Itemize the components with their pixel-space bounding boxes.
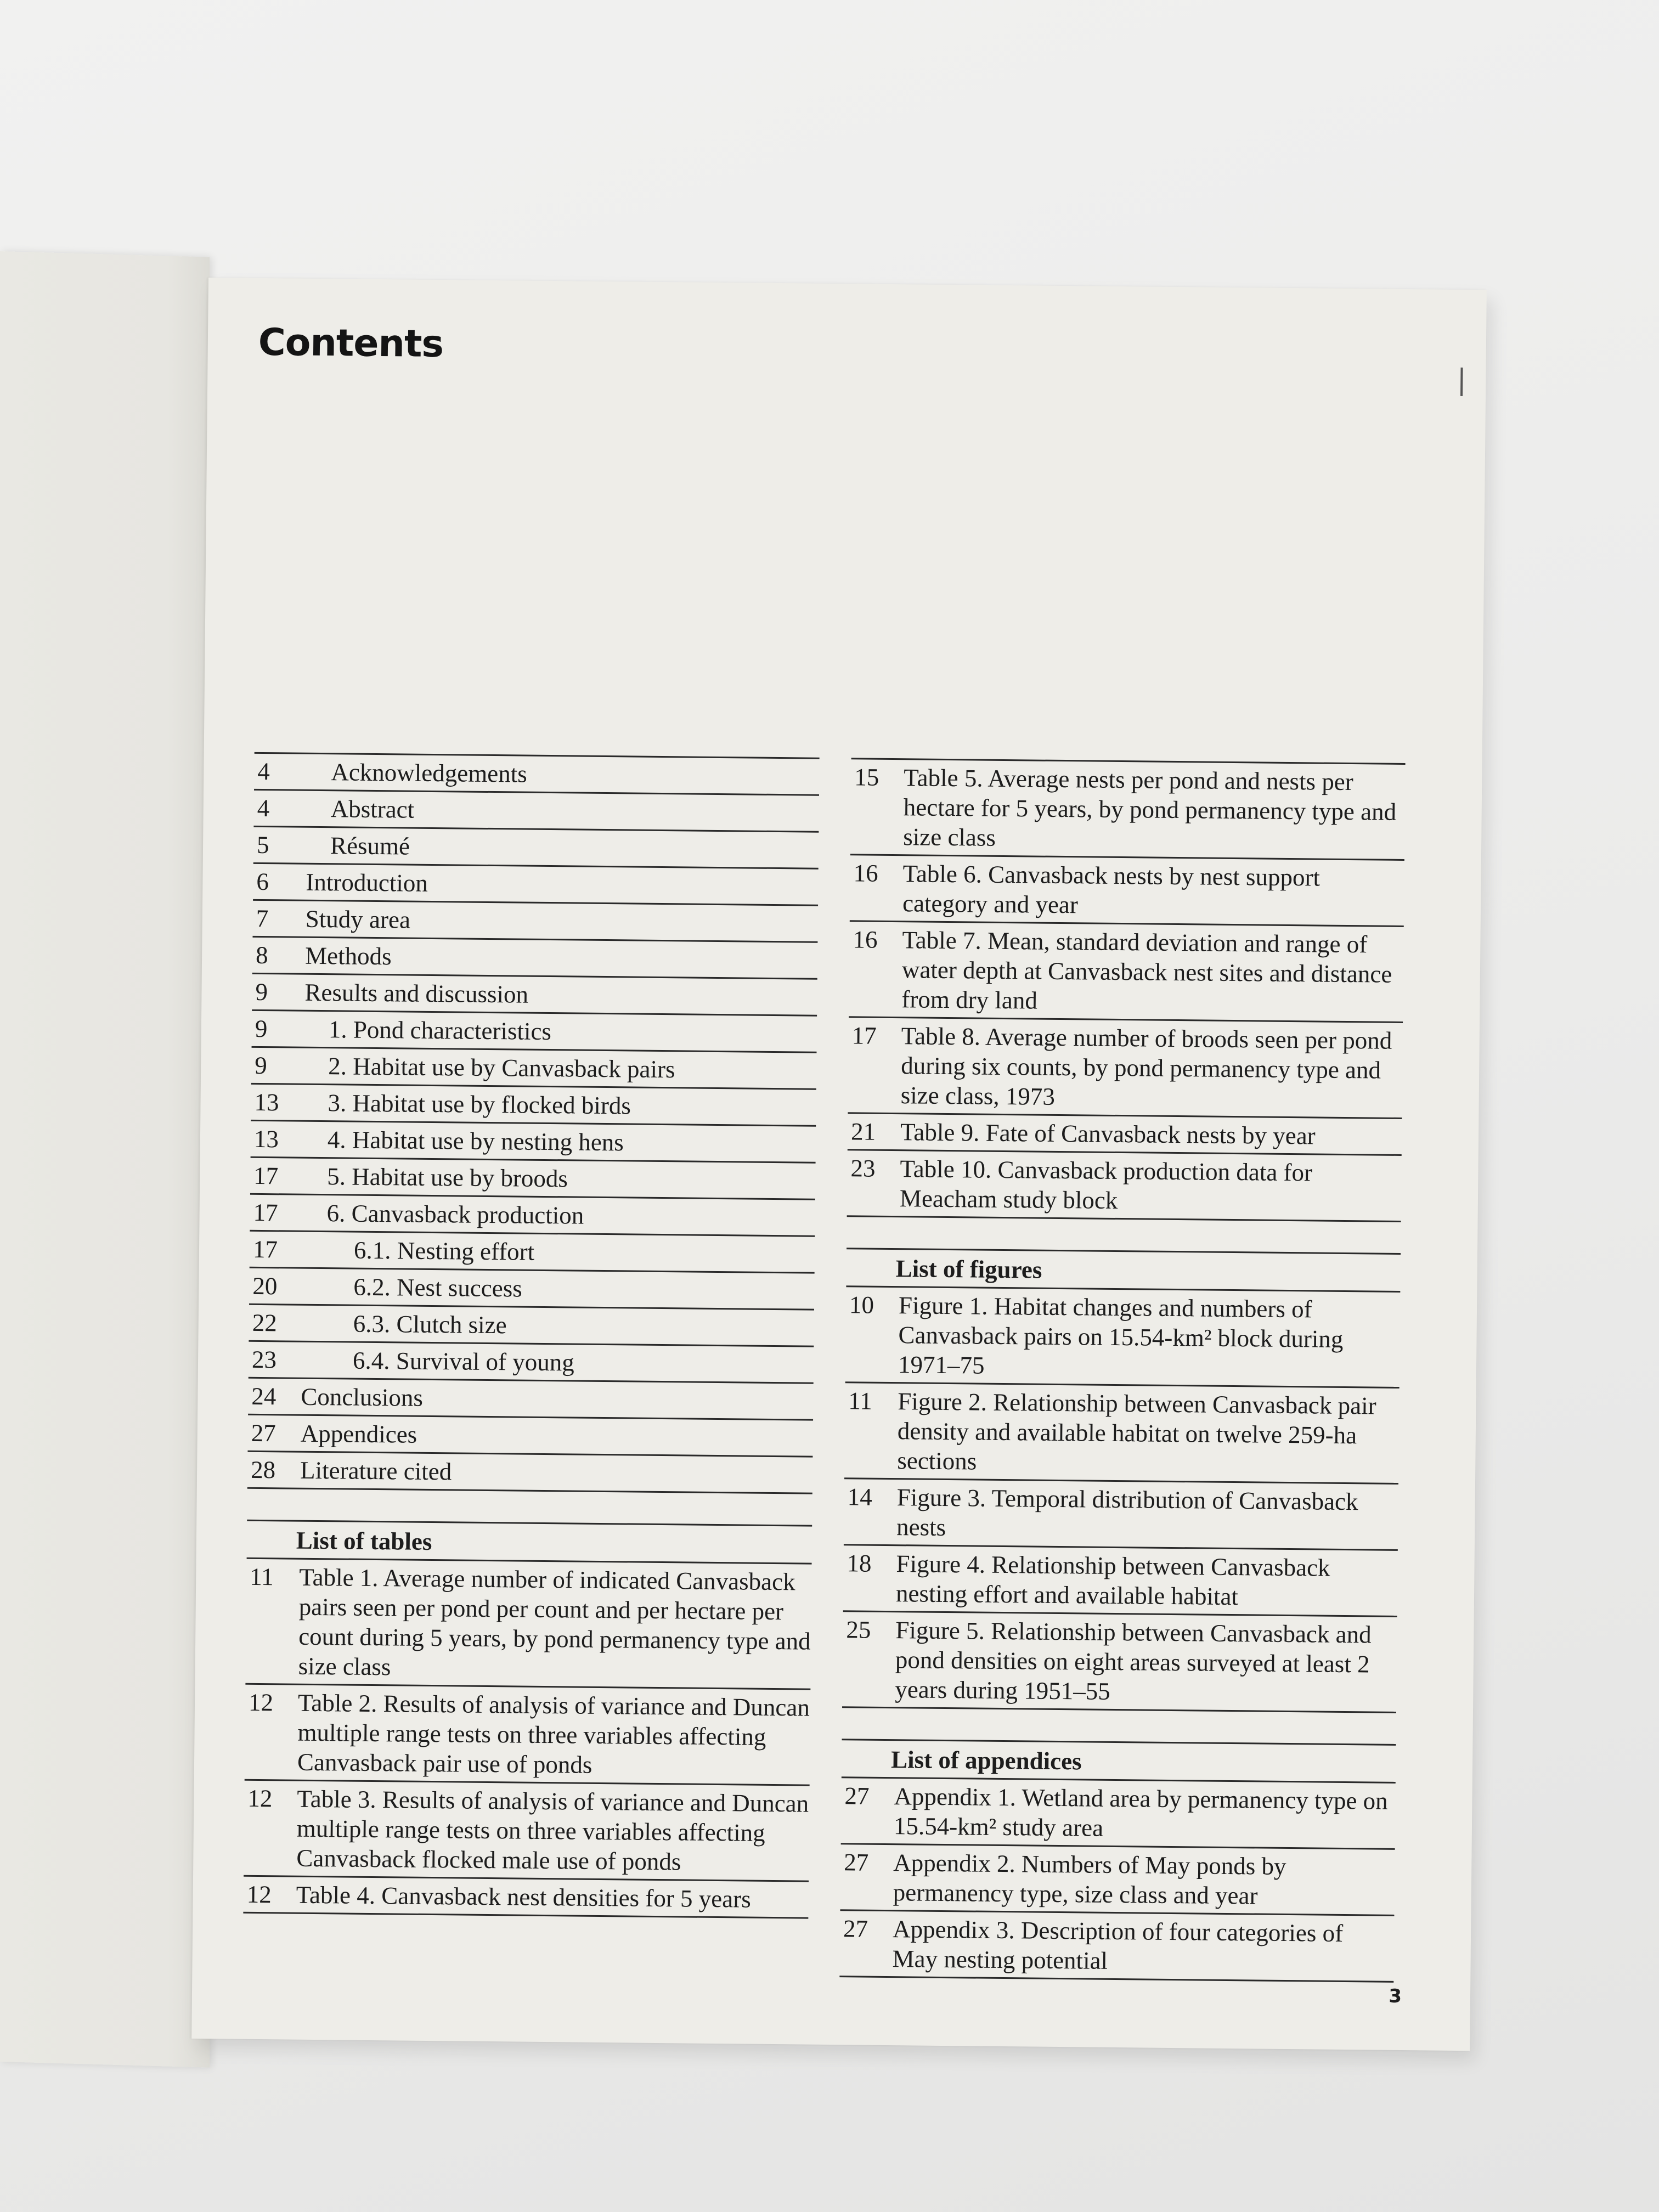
table-entry [850, 759, 1406, 861]
toc-entry-title: Table 2. Results of analysis of variance and Duncan multiple range tests on three variables affecting Canvasback pair use of ponds [297, 1689, 810, 1779]
toc-page-number: 8 [255, 941, 268, 969]
toc-entry-title: 5. Habitat use by broods [327, 1163, 568, 1193]
contents-list [247, 752, 820, 1494]
contents-entry [252, 938, 818, 980]
toc-page-number: 20 [252, 1272, 278, 1300]
toc-entry-title: 1. Pond characteristics [328, 1015, 552, 1046]
contents-entry [247, 1415, 813, 1458]
toc-page-number: 12 [247, 1784, 273, 1813]
table-entry [244, 1781, 810, 1882]
contents-page [191, 278, 1487, 2051]
contents-entry [251, 1085, 816, 1127]
toc-entry-title: Figure 2. Relationship between Canvasback pair density and available habitat on twelve 259-ha sections [897, 1387, 1376, 1475]
toc-entry-title: Table 10. Canvasback production data for Meacham study block [899, 1155, 1313, 1214]
toc-entry-title: Figure 3. Temporal distribution of Canvasback nests [896, 1483, 1358, 1542]
toc-page-number: 13 [254, 1088, 279, 1116]
toc-page-number: 28 [250, 1455, 276, 1484]
toc-entry-title: Literature cited [300, 1456, 452, 1486]
toc-page-number: 23 [850, 1154, 876, 1182]
contents-entry [253, 827, 819, 870]
toc-entry-title: Appendix 3. Description of four categories of May nesting potential [892, 1915, 1344, 1974]
contents-entry [252, 901, 818, 943]
toc-page-number: 16 [853, 926, 878, 953]
table-entry [245, 1559, 811, 1690]
toc-page-number: 27 [844, 1848, 869, 1876]
toc-page-number: 25 [846, 1616, 871, 1644]
toc-entry-title: Table 4. Canvasback nest densities for 5 years [296, 1881, 752, 1913]
contents-entry [251, 1048, 817, 1090]
toc-entry-title: Table 9. Fate of Canvasback nests by year [900, 1118, 1316, 1150]
toc-entry-title: 3. Habitat use by flocked birds [328, 1089, 631, 1120]
toc-entry-title: 6. Canvasback production [326, 1199, 584, 1229]
toc-page-number: 4 [257, 757, 270, 786]
toc-page-number: 17 [253, 1198, 278, 1227]
toc-page-number: 21 [850, 1118, 876, 1146]
table-entry [848, 1018, 1403, 1119]
table-entry [847, 1150, 1402, 1222]
figure-entry [844, 1383, 1400, 1485]
toc-entry-title: 4. Habitat use by nesting hens [327, 1126, 624, 1156]
toc-entry-title: 6.4. Survival of young [352, 1346, 575, 1376]
tables-heading: List of tables [247, 1521, 812, 1565]
contents-entry [249, 1342, 814, 1384]
figures-section [842, 1248, 1401, 1713]
toc-page-number: 18 [847, 1549, 872, 1577]
tables-continued-list [847, 758, 1406, 1222]
figures-list [842, 1287, 1400, 1713]
toc-entry-title: Table 8. Average number of broods seen per pond during six counts, by pond permanency type and size class, 1973 [900, 1022, 1392, 1110]
appendix-entry [840, 1844, 1395, 1916]
toc-entry-title: Introduction [306, 868, 428, 897]
figure-entry [842, 1612, 1397, 1713]
figure-entry [844, 1479, 1398, 1551]
toc-page-number: 27 [844, 1782, 870, 1810]
left-column [243, 752, 819, 1919]
contents-entry [253, 864, 819, 906]
toc-entry-title: Table 3. Results of analysis of variance and Duncan multiple range tests on three variables affecting Canvasback flocked male use of ponds [296, 1785, 809, 1876]
toc-entry-title: 6.3. Clutch size [353, 1310, 507, 1339]
toc-entry-title: Appendix 1. Wetland area by permanency type on 15.54-km² study area [893, 1782, 1388, 1842]
table-entry [850, 855, 1404, 927]
toc-page-number: 9 [255, 1014, 268, 1043]
edge-mark [1460, 368, 1463, 396]
toc-page-number: 15 [854, 763, 879, 791]
table-entry [243, 1877, 809, 1919]
toc-page-number: 9 [254, 1051, 267, 1080]
toc-page-number: 27 [251, 1419, 276, 1447]
toc-entry-title: Figure 4. Relationship between Canvasback nesting effort and available habitat [895, 1550, 1330, 1611]
toc-page-number: 27 [843, 1915, 868, 1943]
toc-entry-title: 6.1. Nesting effort [353, 1236, 535, 1266]
right-column [839, 758, 1405, 1983]
toc-page-number: 5 [256, 831, 269, 859]
toc-entry-title: Table 6. Canvasback nests by nest support category and year [902, 860, 1321, 919]
toc-entry-title: 6.2. Nest success [353, 1273, 523, 1302]
toc-page-number: 17 [253, 1161, 279, 1190]
contents-entry [252, 1011, 817, 1053]
toc-entry-title: Appendices [300, 1419, 417, 1448]
appendices-heading: List of appendices [842, 1740, 1396, 1784]
toc-entry-title: Methods [304, 941, 392, 970]
toc-entry-title: Table 1. Average number of indicated Canvasback pairs seen per pond per count and per hectare per count during 5 years, by pond permanency type and size class [298, 1563, 811, 1681]
toc-entry-title: Abstract [330, 795, 415, 823]
table-entry [848, 1114, 1402, 1156]
toc-page-number: 24 [251, 1382, 276, 1410]
contents-entry [249, 1268, 815, 1311]
toc-page-number: 12 [246, 1880, 272, 1909]
toc-page-number: 14 [847, 1483, 872, 1511]
contents-entry [250, 1195, 815, 1237]
table-entry [849, 922, 1404, 1023]
toc-page-number: 13 [253, 1125, 279, 1153]
contents-entry [248, 1379, 814, 1421]
figure-entry [843, 1545, 1398, 1617]
toc-entry-title: Results and discussion [304, 978, 529, 1008]
contents-entry [252, 974, 817, 1017]
toc-page-number: 17 [252, 1235, 278, 1263]
toc-page-number: 10 [849, 1291, 874, 1319]
toc-page-number: 23 [251, 1345, 277, 1374]
appendix-entry [839, 1911, 1394, 1983]
toc-entry-title: Study area [305, 905, 411, 934]
toc-page-number: 4 [257, 794, 270, 822]
appendices-section [839, 1739, 1396, 1983]
toc-page-number: 6 [256, 867, 269, 896]
toc-entry-title: Figure 5. Relationship between Canvasback and pond densities on eight areas surveyed at least 2 years during 1951–55 [895, 1616, 1372, 1705]
toc-page-number: 7 [256, 904, 269, 933]
toc-entry-title: Acknowledgements [331, 758, 528, 788]
toc-entry-title: Table 7. Mean, standard deviation and range of water depth at Canvasback nest sites and distance from dry land [901, 926, 1392, 1014]
tables-list [243, 1559, 811, 1919]
toc-page-number: 9 [255, 978, 268, 1006]
toc-entry-title: 2. Habitat use by Canvasback pairs [328, 1052, 675, 1084]
table-entry [245, 1685, 811, 1786]
left-page-edge [0, 251, 210, 2068]
tables-section [243, 1520, 812, 1919]
toc-entry-title: Table 5. Average nests per pond and nests per hectare for 5 years, by pond permanency type and size class [903, 764, 1397, 851]
contents-entry [247, 1452, 813, 1494]
toc-entry-title: Figure 1. Habitat changes and numbers of Canvasback pairs on 15.54-km² block during 1971–75 [898, 1291, 1344, 1379]
page-number: 3 [1389, 1985, 1402, 2008]
contents-entry [250, 1158, 816, 1200]
toc-page-number: 11 [848, 1387, 872, 1415]
appendices-list [839, 1778, 1395, 1983]
toc-entry-title: Appendix 2. Numbers of May ponds by permanency type, size class and year [893, 1849, 1286, 1910]
toc-page-number: 16 [853, 859, 878, 887]
contents-entry [249, 1305, 814, 1347]
appendix-entry [841, 1778, 1396, 1850]
contents-entry [253, 791, 819, 833]
page-title: Contents [258, 320, 444, 366]
contents-entry [251, 1121, 816, 1164]
toc-page-number: 22 [252, 1308, 277, 1337]
contents-entry [250, 1232, 815, 1274]
contents-entry [254, 754, 820, 796]
toc-page-number: 11 [250, 1562, 274, 1591]
figure-entry [845, 1287, 1401, 1389]
toc-page-number: 12 [248, 1688, 274, 1717]
toc-entry-title: Résumé [330, 832, 410, 860]
toc-page-number: 17 [851, 1022, 877, 1049]
figures-heading: List of figures [846, 1249, 1401, 1293]
toc-entry-title: Conclusions [301, 1383, 424, 1412]
